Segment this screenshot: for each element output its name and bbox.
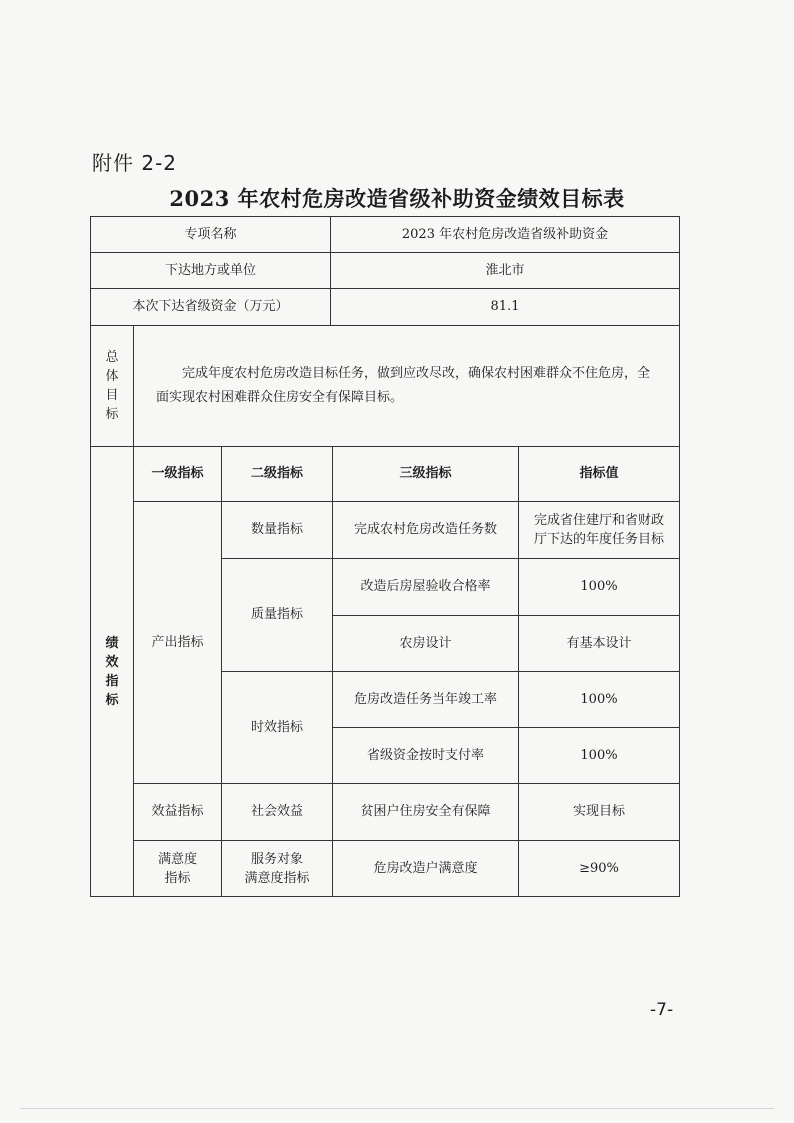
- level2-quality: 质量指标: [221, 558, 333, 672]
- header-level2: 二级指标: [221, 446, 333, 502]
- header-value: 指标值: [518, 446, 680, 502]
- value-house-design: 有基本设计: [518, 615, 680, 672]
- indicator-satisfaction: 危房改造户满意度: [332, 840, 519, 897]
- level2-service-satisfaction: 服务对象 满意度指标: [221, 840, 333, 897]
- level2-quantity: 数量指标: [221, 501, 333, 559]
- level1-output: 产出指标: [133, 501, 222, 784]
- indicator-house-design: 农房设计: [332, 615, 519, 672]
- fund-amount-label: 本次下达省级资金（万元）: [90, 288, 331, 326]
- header-level3: 三级指标: [332, 446, 519, 502]
- performance-table: [90, 216, 680, 897]
- page-bottom-divider: [20, 1108, 774, 1109]
- performance-indicators-label: 绩 效 指 标: [90, 446, 134, 897]
- level2-timeliness: 时效指标: [221, 671, 333, 784]
- header-level1: 一级指标: [133, 446, 222, 502]
- value-satisfaction: ≥90%: [518, 840, 680, 897]
- page-number: -7-: [650, 1000, 674, 1020]
- indicator-payment-rate: 省级资金按时支付率: [332, 727, 519, 784]
- recipient-label: 下达地方或单位: [90, 252, 331, 289]
- project-name-value: 2023 年农村危房改造省级补助资金: [330, 216, 680, 253]
- level2-social: 社会效益: [221, 783, 333, 841]
- indicator-housing-security: 贫困户住房安全有保障: [332, 783, 519, 841]
- document-title: 2023 年农村危房改造省级补助资金绩效目标表: [169, 186, 625, 211]
- value-completion-rate: 100%: [518, 671, 680, 728]
- value-housing-security: 实现目标: [518, 783, 680, 841]
- level1-satisfaction: 满意度 指标: [133, 840, 222, 897]
- fund-amount-value: 81.1: [330, 288, 680, 326]
- attachment-label: 附件 2-2: [92, 151, 178, 175]
- value-payment-rate: 100%: [518, 727, 680, 784]
- value-acceptance-rate: 100%: [518, 558, 680, 616]
- indicator-task-count: 完成农村危房改造任务数: [332, 501, 519, 559]
- project-name-label: 专项名称: [90, 216, 331, 253]
- overall-goal-text: 完成年度农村危房改造目标任务，做到应改尽改，确保农村困难群众不住危房，全面实现农村困难群众住房安全有保障目标。: [133, 325, 680, 447]
- recipient-value: 淮北市: [330, 252, 680, 289]
- level1-benefit: 效益指标: [133, 783, 222, 841]
- value-task-count: 完成省住建厅和省财政 厅下达的年度任务目标: [518, 501, 680, 559]
- overall-goal-label: 总 体 目 标: [90, 325, 134, 447]
- indicator-completion-rate: 危房改造任务当年竣工率: [332, 671, 519, 728]
- indicator-acceptance-rate: 改造后房屋验收合格率: [332, 558, 519, 616]
